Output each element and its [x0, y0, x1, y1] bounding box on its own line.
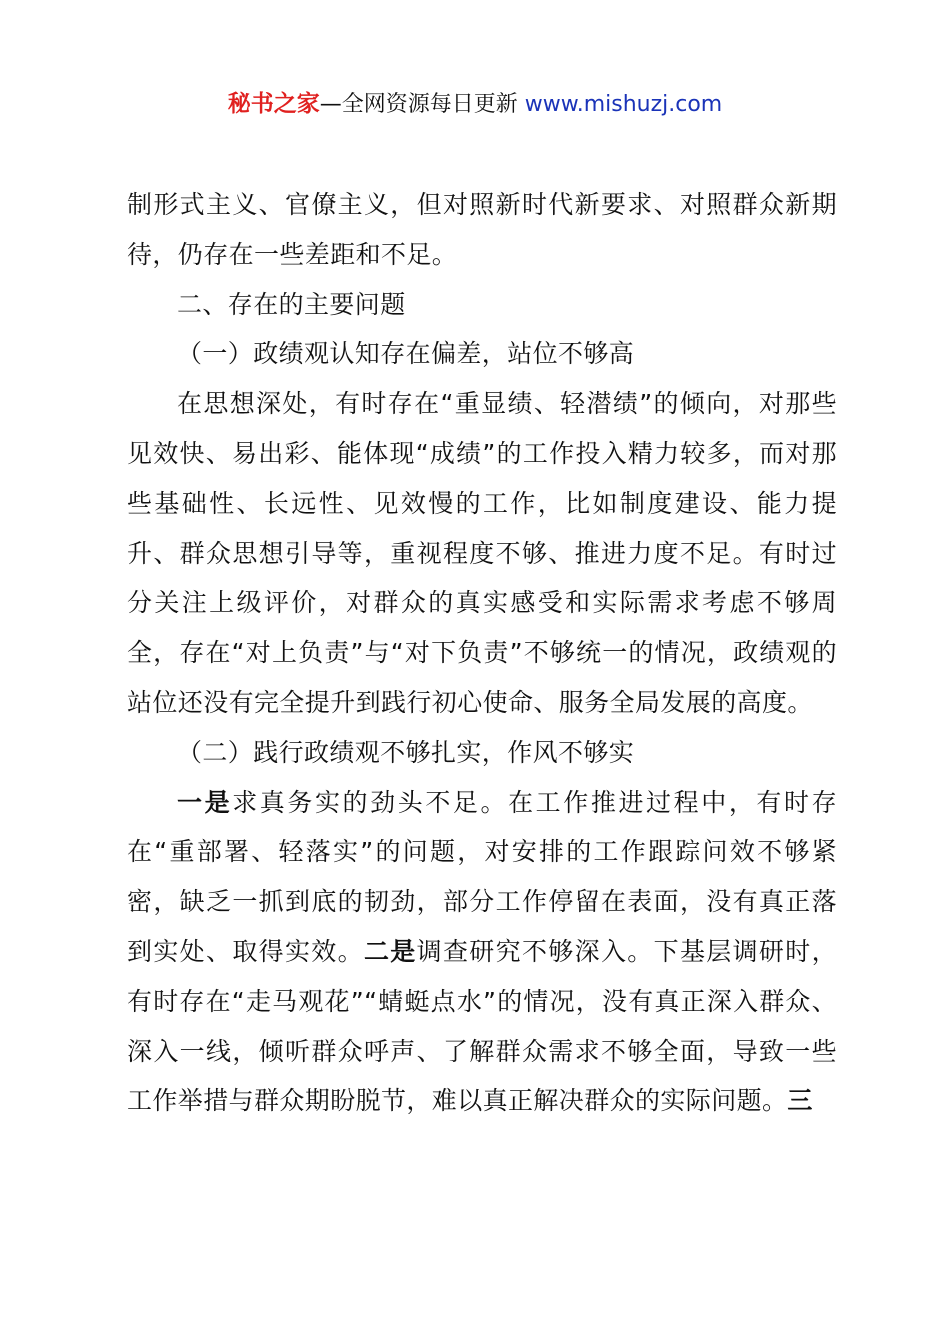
point-2-text: 调查研究不够深入。下基层调研时，有时存在“走马观花”“蜻蜓点水”的情况，没有真正深入群众、深入一线，倾听群众呼声、了解群众需求不够全面，导致一些工作举措与群众期盼脱节，难以真正解决群众的实际问题。 — [127, 936, 837, 1116]
document-body — [127, 180, 837, 1126]
header-brand: 秘书之家 — [227, 91, 320, 117]
point-1-text: 求真务实的劲头不足。在工作推进过程中，有时存在“重部署、轻落实”的问题，对安排的工作跟踪问效不够紧密，缺乏一抓到底的韧劲，部分工作停留在表面，没有真正落到实处、取得实效。 — [127, 787, 837, 966]
section-heading: 二、存在的主要问题 — [177, 289, 406, 319]
header-slogan: —全网资源每日更新 — [319, 92, 525, 117]
lead-point-1: 一是 — [177, 787, 233, 817]
header-url[interactable]: www.mishuzj.com — [524, 92, 723, 117]
page-header — [0, 86, 950, 123]
paragraph-continued: 制形式主义、官僚主义，但对照新时代新要求、对照群众新期待，仍存在一些差距和不足。 — [127, 190, 837, 269]
lead-point-2: 二是 — [363, 936, 417, 966]
paragraph-work-style — [127, 778, 837, 1127]
lead-point-3: 三 — [787, 1086, 813, 1116]
subsection-heading-1: （一）政绩观认知存在偏差，站位不够高 — [177, 339, 635, 369]
paragraph-political-view: 在思想深处，有时存在“重显绩、轻潜绩”的倾向，对那些见效快、易出彩、能体现“成绩”的工作投入精力较多，而对那些基础性、长远性、见效慢的工作，比如制度建设、能力提升、群众思想引导等，重视程度不够、推进力度不足。有时过分关注上级评价，对群众的真实感受和实际需求考虑不够周全，存在“对上负责”与“对下负责”不够统一的情况，政绩观的站位还没有完全提升到践行初心使命、服务全局发展的高度。 — [127, 389, 837, 717]
subsection-heading-2: （二）践行政绩观不够扎实，作风不够实 — [177, 737, 635, 767]
